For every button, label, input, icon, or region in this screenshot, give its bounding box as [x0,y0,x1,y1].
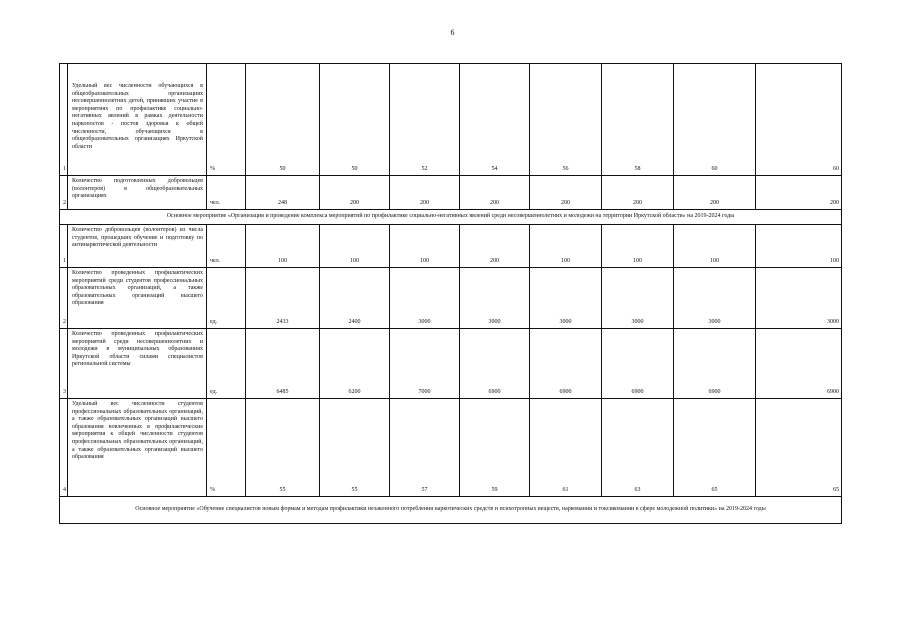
value-cell: 52 [390,64,460,176]
indicator-name: Удельный вес численности обучающихся в общеобразовательных организациях несовершеннолетних детей, принявших участие в мероприятиях по профилактике социально-негативных явлений в рамках деятельности наркопостов - постов здоровья к общей численности, обучающихся в общеобразовательных организациях Иркутской области [68,64,207,176]
row-number: 4 [60,399,68,497]
value-cell: 56 [530,64,602,176]
value-cell: 6200 [320,329,390,399]
value-cell: 100 [602,225,674,268]
row-number: 2 [60,176,68,210]
value-cell: 100 [756,225,842,268]
indicator-name: Удельный вес численности студентов профессиональных образовательных организаций, а также образовательных организаций высшего образования вовлеченных в профилактические мероприятия к общей численности студентов профессиональных образовательных организаций, а также образовательных организаций высшего образования [68,399,207,497]
value-cell: 3000 [530,268,602,329]
value-cell: 55 [320,399,390,497]
value-cell: 100 [390,225,460,268]
value-cell: 7000 [390,329,460,399]
value-cell: 50 [246,64,320,176]
value-cell: 65 [674,399,756,497]
value-cell: 200 [460,225,530,268]
value-cell: 58 [602,64,674,176]
section-title: Основное мероприятие «Обучение специалистов новым формам и методам профилактики незаконного потребления наркотических средств и психотропных веществ, наркомании и токсикомании в сфере молодежной политики» на 2019-2024 годы [60,497,842,524]
value-cell: 200 [460,176,530,210]
value-cell: 65 [756,399,842,497]
table-row [60,399,842,497]
table-row [60,225,842,268]
value-cell: 50 [320,64,390,176]
unit-cell: ед. [207,329,246,399]
value-cell: 63 [602,399,674,497]
value-cell: 61 [530,399,602,497]
value-cell: 6900 [602,329,674,399]
value-cell: 2433 [246,268,320,329]
value-cell: 200 [390,176,460,210]
value-cell: 6485 [246,329,320,399]
unit-cell: % [207,399,246,497]
value-cell: 200 [530,176,602,210]
value-cell: 200 [756,176,842,210]
section-header-row [60,210,842,225]
value-cell: 57 [390,399,460,497]
unit-cell: чел. [207,176,246,210]
unit-cell: ед. [207,268,246,329]
indicator-name: Количество проведенных профилактических мероприятий среди несовершеннолетних и молодежи в муниципальных образованиях Иркутской области силами специалистов региональной системы [68,329,207,399]
value-cell: 3000 [674,268,756,329]
page-number: 6 [450,28,455,37]
value-cell: 200 [674,176,756,210]
row-number: 2 [60,268,68,329]
value-cell: 6900 [756,329,842,399]
value-cell: 248 [246,176,320,210]
value-cell: 2400 [320,268,390,329]
value-cell: 60 [674,64,756,176]
value-cell: 54 [460,64,530,176]
value-cell: 3000 [756,268,842,329]
value-cell: 100 [674,225,756,268]
indicators-table [59,63,842,524]
value-cell: 59 [460,399,530,497]
value-cell: 60 [756,64,842,176]
row-number: 1 [60,225,68,268]
unit-cell: чел. [207,225,246,268]
table-row [60,329,842,399]
indicator-name: Количество проведенных профилактических мероприятий среди студентов профессиональных образовательных организаций, а также образовательных организаций высшего образования [68,268,207,329]
unit-cell: % [207,64,246,176]
table-row [60,268,842,329]
value-cell: 3000 [602,268,674,329]
indicator-name: Количество добровольцев (волонтеров) из числа студентов, прошедших обучение и подготовку по антинаркотической деятельности [68,225,207,268]
value-cell: 6900 [530,329,602,399]
value-cell: 6900 [674,329,756,399]
value-cell: 200 [320,176,390,210]
indicator-name: Количество подготовленных добровольцев (волонтеров) в общеобразовательных организациях [68,176,207,210]
table-row [60,176,842,210]
section-header-row [60,497,842,524]
value-cell: 100 [320,225,390,268]
value-cell: 55 [246,399,320,497]
section-title: Основное мероприятие «Организация и проведение комплекса мероприятий по профилактике социально-негативных явлений среди несовершеннолетних и молодежи на территории Иркутской области» на 2019-2024 годы [60,210,842,225]
row-number: 1 [60,64,68,176]
value-cell: 6900 [460,329,530,399]
value-cell: 200 [602,176,674,210]
value-cell: 3000 [390,268,460,329]
value-cell: 3000 [460,268,530,329]
value-cell: 100 [246,225,320,268]
value-cell: 100 [530,225,602,268]
table-row [60,64,842,176]
row-number: 3 [60,329,68,399]
